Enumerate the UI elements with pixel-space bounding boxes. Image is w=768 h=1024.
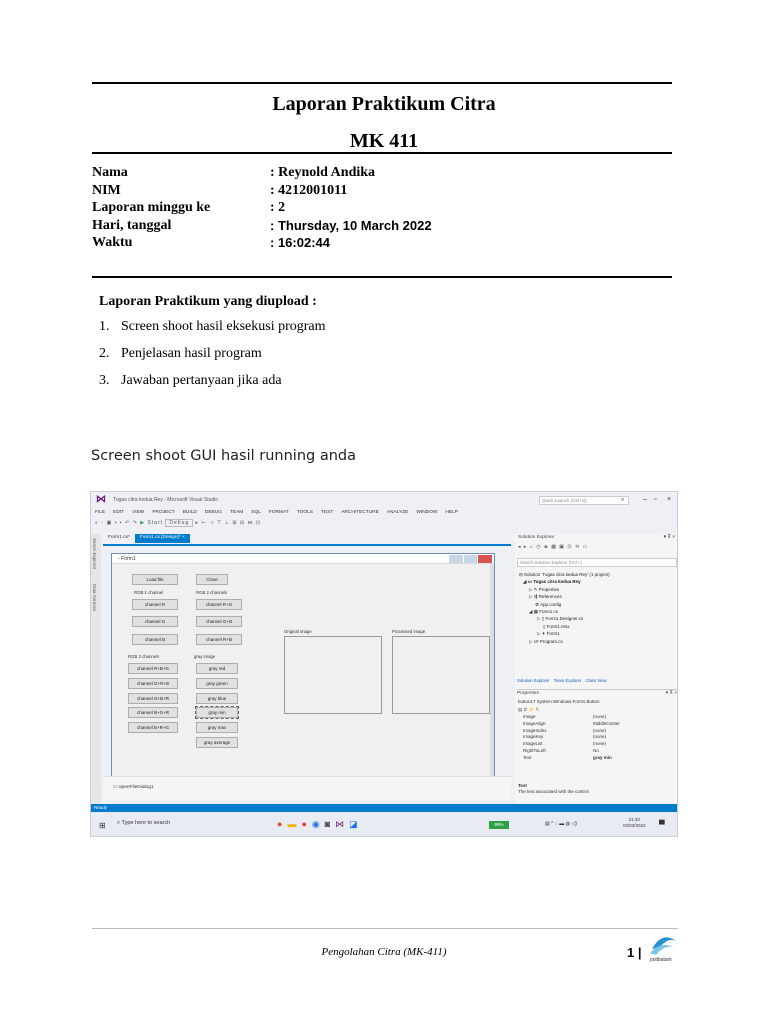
- tree-item[interactable]: [519, 571, 610, 578]
- info-value: : Reynold Andika: [270, 165, 376, 180]
- list-text: Jawaban pertanyaan jika ada: [121, 373, 282, 388]
- maximize-icon[interactable]: [464, 555, 478, 563]
- tab-solution-explorer[interactable]: Solution Explorer: [517, 678, 550, 683]
- property-row[interactable]: [523, 721, 673, 728]
- info-row-tanggal: [92, 218, 570, 236]
- tree-item-label: Properties: [538, 586, 560, 592]
- tree-item-label: References: [538, 594, 562, 600]
- windows-start-icon[interactable]: ⊞: [99, 821, 106, 830]
- properties-toolbar-icons[interactable]: ▤ ⇵ ⚡ ✎: [518, 707, 540, 712]
- minimize-icon[interactable]: –: [643, 496, 647, 503]
- start-button[interactable]: Start: [147, 520, 164, 526]
- title-rule: [92, 152, 672, 154]
- tree-item-label: Form1.Designer.cs: [545, 616, 584, 622]
- taskbar-apps: [277, 819, 358, 830]
- info-row-nama: [92, 165, 570, 183]
- maximize-icon[interactable]: ▫: [654, 496, 657, 503]
- original-image-box: [284, 636, 382, 714]
- close-icon[interactable]: ×: [667, 496, 672, 503]
- property-key: Image: [523, 714, 536, 719]
- channel-rg-button[interactable]: channel R+G: [196, 599, 242, 610]
- quick-launch-input[interactable]: Quick Launch (Ctrl+Q): [539, 496, 629, 505]
- close-icon[interactable]: ×: [182, 535, 185, 540]
- config-file-icon: ⚙: [535, 601, 541, 607]
- property-row[interactable]: [523, 748, 673, 755]
- toolbar-icons[interactable]: ▸ ⊢ ⊣ ⊤ ⊥ ⊞ ⊟ ⋈ ⊡: [195, 520, 262, 526]
- channel-r-button[interactable]: channel R: [132, 599, 178, 610]
- form1-titlebar: [112, 554, 494, 564]
- list-text: Penjelasan hasil program: [121, 346, 262, 361]
- notification-icon[interactable]: ▀: [659, 820, 665, 829]
- channel-brg-button[interactable]: channel B+R+G: [128, 722, 178, 733]
- menu-help[interactable]: HELP: [445, 510, 458, 515]
- properties-title: [517, 689, 677, 696]
- info-row-minggu: [92, 200, 570, 218]
- tree-item[interactable]: [519, 578, 610, 585]
- page-number: 1 |: [627, 945, 642, 960]
- solution-explorer-title: Solution Explorer: [518, 535, 555, 540]
- app-icon[interactable]: ●: [301, 819, 307, 829]
- gray-average-button[interactable]: gray average: [196, 737, 238, 748]
- clock-time: 21:33: [628, 817, 640, 822]
- property-desc-title: Text: [518, 783, 527, 788]
- info-key: Hari, tanggal: [92, 217, 172, 233]
- tree-item-label: Form1.resx: [546, 623, 570, 629]
- property-row[interactable]: [523, 714, 673, 721]
- vs-menubar: [95, 510, 458, 515]
- report-title: Laporan Praktikum Citra: [272, 93, 496, 115]
- property-key: ImageList: [523, 741, 543, 747]
- property-row[interactable]: [523, 741, 673, 748]
- tab-class-view[interactable]: Class View: [585, 678, 607, 683]
- vs-screenshot: [90, 491, 678, 837]
- form-icon: ◢ ▦: [529, 609, 540, 615]
- list-item: [99, 346, 326, 373]
- class-icon: ▷ ✦: [537, 631, 547, 637]
- form1-window[interactable]: [111, 553, 495, 777]
- property-value[interactable]: No: [593, 747, 599, 753]
- search-icon: ⌕: [117, 820, 121, 826]
- properties-grid: [523, 714, 673, 762]
- pin-icon[interactable]: ▾ ⊼ ×: [665, 691, 677, 696]
- app-icon[interactable]: ◪: [349, 819, 358, 829]
- tree-item[interactable]: [519, 630, 610, 637]
- vs-status-bar: Ready: [91, 804, 678, 812]
- vs-titlebar: [91, 492, 678, 508]
- upload-heading: Laporan Praktikum yang diupload :: [99, 294, 317, 309]
- cs-file-icon: ▷ c#: [529, 638, 540, 644]
- form-designer: [103, 544, 511, 800]
- menu-format[interactable]: FORMAT: [268, 510, 289, 515]
- processed-image-box: [392, 636, 490, 714]
- clock-date: 02/03/2022: [623, 823, 646, 828]
- references-icon: ▷ ⇶: [529, 594, 539, 600]
- polibatam-logo-icon: [646, 931, 678, 963]
- footer-course: Pengolahan Citra (MK-411): [321, 946, 447, 958]
- tree-item-label: Solution 'Tugas citra kedua Rey' (1 project): [524, 572, 610, 577]
- open-file-dialog-component[interactable]: [113, 785, 154, 790]
- menu-edit[interactable]: EDIT: [113, 510, 125, 515]
- channel-b-button[interactable]: channel B: [132, 634, 178, 645]
- project-icon: ◢ ▭: [523, 579, 534, 585]
- property-key: Text: [523, 754, 532, 760]
- gray-label: gray image: [194, 654, 216, 659]
- file-explorer-icon[interactable]: ▬: [287, 819, 297, 829]
- student-info: [92, 165, 570, 253]
- top-rule: [92, 82, 672, 84]
- menu-analyze[interactable]: ANALYZE: [386, 510, 409, 515]
- property-value[interactable]: (none): [593, 714, 607, 719]
- footer-rule: [92, 928, 678, 929]
- info-key: Nama: [92, 165, 128, 180]
- list-item: [99, 319, 326, 346]
- app-icon[interactable]: ◙: [324, 819, 331, 829]
- channel-g-button[interactable]: channel G: [132, 616, 178, 627]
- property-value[interactable]: gray min: [593, 754, 612, 760]
- processed-image-label: Processed image: [392, 629, 426, 634]
- tab-label: Form1.cs [Design]*: [139, 535, 181, 540]
- property-row[interactable]: [523, 734, 673, 741]
- gray-min-button[interactable]: gray min: [196, 707, 238, 718]
- property-value[interactable]: (none): [593, 741, 607, 747]
- property-key: ImageAlign: [523, 720, 546, 726]
- info-key: Laporan minggu ke: [92, 200, 211, 215]
- save-icon[interactable]: ▣ ▪ ▪: [106, 520, 123, 526]
- component-tray: [103, 776, 511, 800]
- property-row[interactable]: [523, 728, 673, 735]
- gray-max-button[interactable]: gray max: [196, 722, 238, 733]
- rgb3-label: RGB 3 channels: [128, 654, 160, 659]
- side-tabs: [91, 534, 101, 804]
- solution-icon: ⊟: [519, 572, 525, 577]
- tab-server-explorer[interactable]: Server Explorer: [92, 538, 97, 570]
- menu-window[interactable]: WINDOW: [416, 510, 438, 515]
- menu-test[interactable]: TEST: [320, 510, 334, 515]
- undo-icon[interactable]: ↶ ↷: [125, 520, 138, 526]
- channel-rbg-button[interactable]: channel R+B+G: [128, 663, 178, 674]
- tree-item[interactable]: [519, 615, 610, 622]
- info-key: NIM: [92, 182, 121, 198]
- gray-red-button[interactable]: gray red: [196, 663, 238, 674]
- upload-list: [99, 294, 326, 400]
- property-key: ImageIndex: [523, 727, 547, 733]
- system-tray-icons[interactable]: ▤ ^ ◌ ▬ ◍ ◁): [545, 821, 577, 827]
- close-button[interactable]: Close: [196, 574, 228, 585]
- se-bottom-tabs: [517, 678, 607, 683]
- designer-scrollbar[interactable]: [490, 564, 494, 776]
- tab-team-explorer[interactable]: Team Explorer: [553, 678, 582, 683]
- menu-architecture[interactable]: ARCHITECTURE: [341, 510, 379, 515]
- battery-indicator[interactable]: 99%: [489, 821, 509, 829]
- tree-item-label: Tugas citra kedua Rey: [533, 579, 581, 585]
- solution-explorer-panel: [515, 534, 678, 804]
- info-key: Waktu: [92, 235, 133, 250]
- taskbar-search-box[interactable]: [117, 820, 267, 831]
- config-select[interactable]: Debug: [165, 519, 193, 527]
- menu-project[interactable]: PROJECT: [152, 510, 175, 515]
- tree-item[interactable]: [519, 608, 610, 615]
- channel-gbr-button[interactable]: channel G+B+R: [128, 693, 178, 704]
- rgb1-label: RGB 1 channel: [134, 590, 164, 595]
- course-code: MK 411: [349, 130, 419, 152]
- gray-green-button[interactable]: gray green: [196, 678, 238, 689]
- minimize-icon[interactable]: [449, 555, 463, 563]
- tree-item[interactable]: [519, 601, 610, 608]
- menu-build[interactable]: BUILD: [182, 510, 197, 515]
- tree-item[interactable]: [519, 593, 610, 600]
- tree-item[interactable]: [519, 638, 610, 645]
- tab-form1-cs[interactable]: Form1.cs*: [108, 535, 130, 540]
- solution-tree: [519, 571, 610, 645]
- pin-icon[interactable]: ▾ ⊼ ×: [663, 535, 675, 540]
- logo-text: polibatam: [650, 957, 672, 963]
- channel-grb-button[interactable]: channel G+R+B: [128, 678, 178, 689]
- solution-search-input[interactable]: Search Solution Explorer (Ctrl+;): [517, 558, 677, 567]
- menu-file[interactable]: FILE: [95, 510, 106, 515]
- original-image-label: Original image: [284, 629, 312, 634]
- dialog-icon: ▭: [113, 785, 118, 790]
- start-icon[interactable]: ▶: [140, 520, 146, 526]
- resx-file-icon: ▯: [543, 623, 547, 629]
- property-value[interactable]: MiddleCenter: [593, 720, 620, 726]
- gray-blue-button[interactable]: gray blue: [196, 693, 238, 704]
- list-item: [99, 373, 326, 400]
- menu-team[interactable]: TEAM: [229, 510, 244, 515]
- form1-window-controls: [448, 555, 492, 563]
- tree-item-label: Program.cs: [539, 638, 563, 644]
- info-value: : 16:02:44: [270, 235, 330, 250]
- property-description: [518, 783, 590, 795]
- chrome-icon[interactable]: ●: [277, 819, 283, 829]
- property-value[interactable]: (none): [593, 727, 607, 733]
- cs-file-icon: ▷ ▯: [537, 616, 546, 622]
- properties-title-text: Properties: [517, 691, 539, 696]
- properties-object-select[interactable]: button17 System.Windows.Forms.Button: [518, 699, 600, 704]
- form-icon: ▪: [118, 556, 120, 562]
- property-key: ImageKey: [523, 734, 544, 740]
- rgb2-label: RGB 2 channels: [196, 590, 228, 595]
- menu-debug[interactable]: DEBUG: [204, 510, 222, 515]
- tree-item-label: Form1.cs: [539, 609, 558, 615]
- channel-gb-button[interactable]: channel G+B: [196, 616, 242, 627]
- list-number: 1.: [99, 319, 110, 334]
- wrench-icon: ▷ ✎: [529, 586, 539, 592]
- nav-back-icon[interactable]: ◐ ◦: [95, 520, 105, 526]
- info-row-waktu: [92, 235, 570, 253]
- menu-view[interactable]: VIEW: [132, 510, 145, 515]
- info-value: : Thursday, 10 March 2022: [270, 217, 432, 233]
- property-value[interactable]: (none): [593, 734, 607, 740]
- load-file-button[interactable]: Load file: [132, 574, 178, 585]
- document-tabs: [103, 534, 190, 543]
- taskbar-search-placeholder: Type here to search: [121, 820, 171, 826]
- menu-tools[interactable]: TOOLS: [296, 510, 313, 515]
- form1-title-text: Form1: [121, 556, 136, 562]
- tree-item-label: App.config: [540, 601, 562, 607]
- taskbar-clock[interactable]: [623, 817, 646, 829]
- edge-icon[interactable]: ◉: [311, 819, 320, 829]
- tab-data-sources[interactable]: Data Sources: [92, 584, 97, 612]
- property-key: RightToLeft: [523, 747, 546, 753]
- channel-bgr-button[interactable]: channel B+G+R: [128, 707, 178, 718]
- visual-studio-logo-icon: ⋈: [96, 494, 106, 505]
- list-number: 3.: [99, 373, 110, 388]
- info-value: : 2: [270, 200, 286, 215]
- close-icon[interactable]: [478, 555, 492, 563]
- vs-window-title: Tugas citra kedua Rey - Microsoft Visual Studio: [113, 497, 219, 503]
- list-number: 2.: [99, 346, 110, 361]
- info-row-nim: [92, 183, 570, 201]
- info-value: : 4212001011: [270, 182, 348, 198]
- channel-rb-button[interactable]: channel R+B: [196, 634, 242, 645]
- property-row[interactable]: [523, 755, 673, 762]
- list-text: Screen shoot hasil eksekusi program: [121, 319, 326, 334]
- se-toolbar-icons[interactable]: ◂ ▸ ⌂ ◷ ◈ ▦ ▣ ⊡ ⟲ ▭: [518, 544, 589, 550]
- tray-item-label: openFileDialog1: [118, 785, 154, 790]
- search-icon[interactable]: ⌕: [621, 497, 625, 503]
- tab-form1-design[interactable]: [135, 534, 190, 543]
- vs-toolbar: [95, 520, 515, 532]
- form1-title: [118, 556, 136, 562]
- menu-sql[interactable]: SQL: [251, 510, 261, 515]
- visual-studio-icon[interactable]: ⋈: [335, 819, 345, 829]
- screenshot-heading: Screen shoot GUI hasil running anda: [91, 448, 357, 464]
- windows-taskbar: [91, 812, 678, 837]
- tree-item-label: Form1: [546, 631, 560, 637]
- tree-item[interactable]: [519, 623, 610, 630]
- info-rule: [92, 276, 672, 278]
- tree-item[interactable]: [519, 586, 610, 593]
- property-desc-text: The text associated with the control.: [518, 789, 590, 794]
